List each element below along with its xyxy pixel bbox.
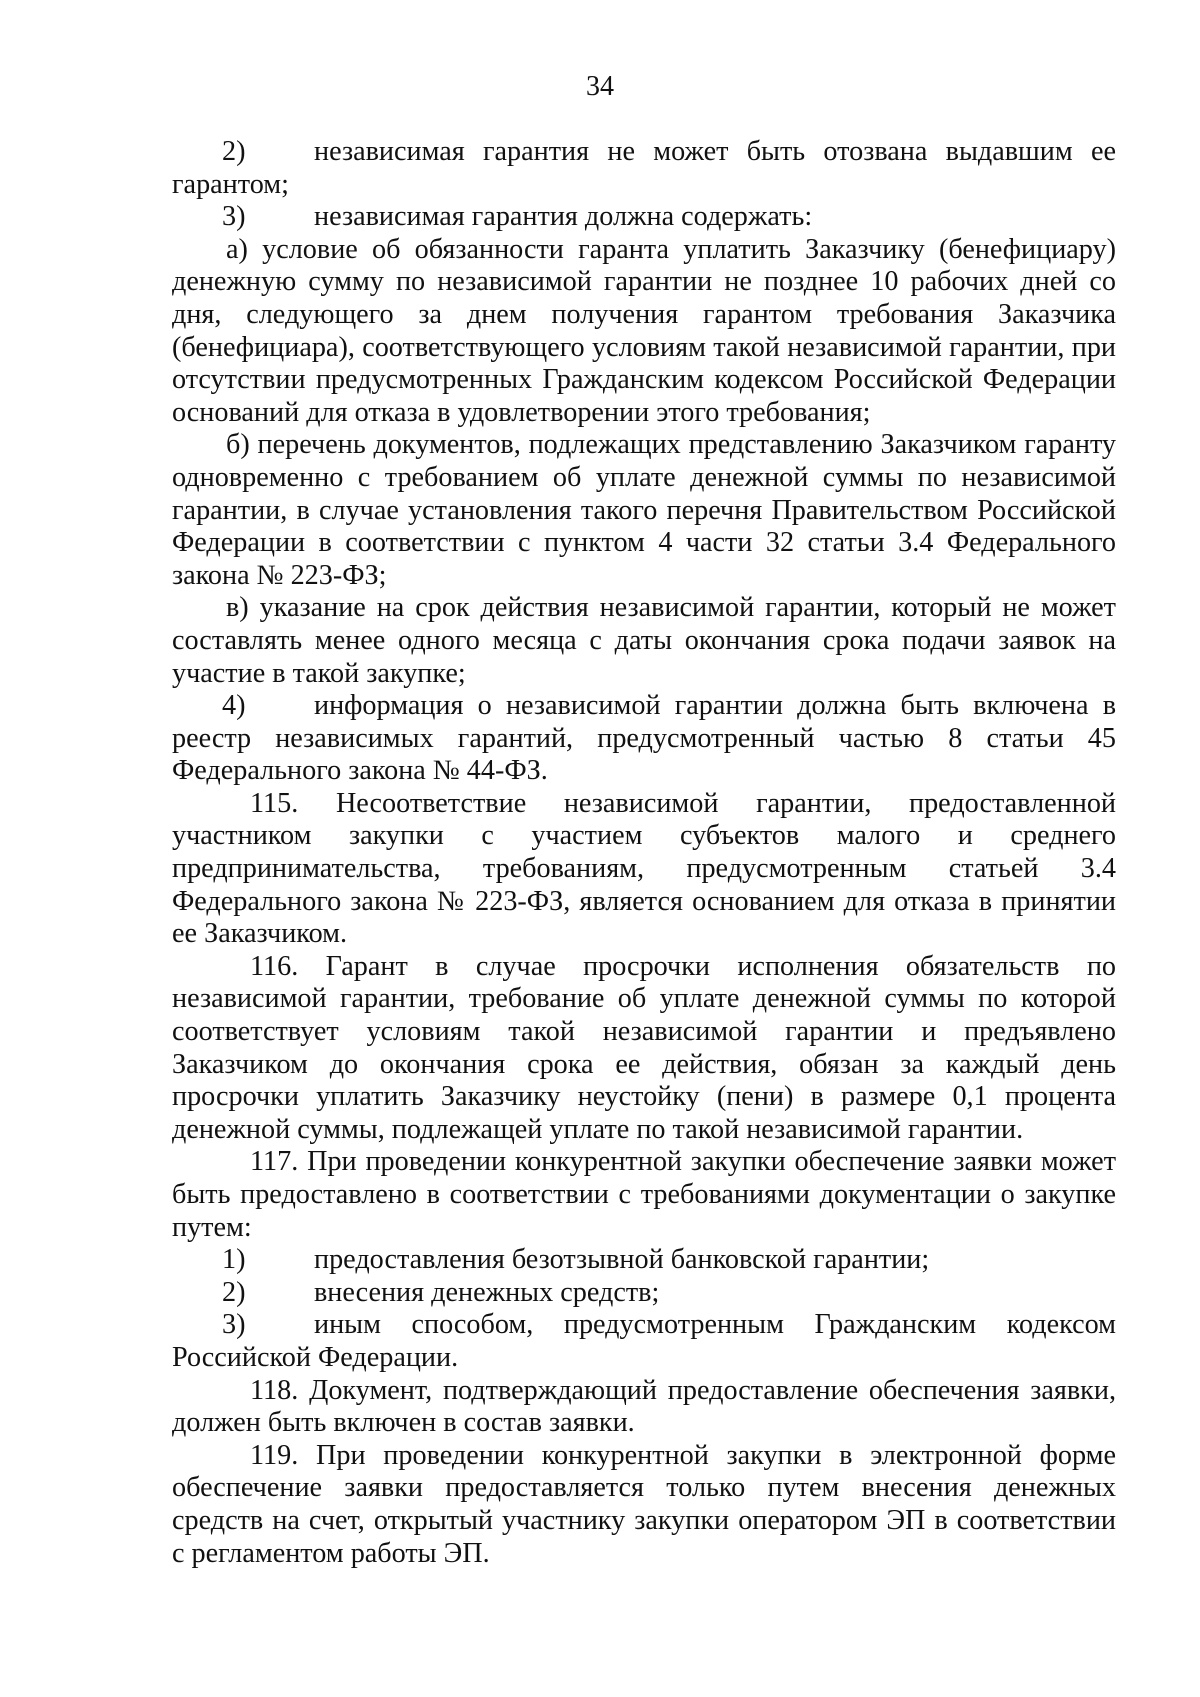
item-text: иным способом, предусмотренным Гражданским кодексом Российской Федерации. [172,1309,1116,1373]
clause-number: 115. [250,787,299,819]
clause-number: 117. [250,1146,299,1178]
clause-number: 119. [250,1439,299,1471]
item-number: 3) [222,201,246,233]
clause-number: 118. [250,1374,299,1406]
item-number: 2) [222,136,246,167]
clause-117 [172,1146,1116,1244]
list-item-2 [172,136,1116,201]
item-text: предоставления безотзывной банковской гарантии; [314,1244,930,1276]
list-item-3 [172,201,1116,234]
document-body [172,136,1116,1570]
page-number: 34 [586,71,614,102]
item-number: 4) [222,690,246,722]
list-item-2b [172,1277,1116,1310]
clause-118 [172,1375,1116,1440]
item-number: 1) [222,1244,246,1276]
clause-text: Документ, подтверждающий предоставление обеспечения заявки, должен быть включен в состав заявки. [172,1374,1116,1439]
item-text: независимая гарантия должна содержать: [314,201,813,233]
list-item-3b [172,1309,1116,1374]
clause-119 [172,1440,1116,1570]
clause-115 [172,788,1116,951]
list-item-4 [172,690,1116,788]
item-text: независимая гарантия не может быть отозвана выдавшим ее гарантом; [172,136,1116,200]
item-number: 3) [222,1309,246,1341]
subitem-b: б) перечень документов, подлежащих представлению Заказчиком гаранту одновременно с требованием об уплате денежной суммы по независимой гарантии, в случае установления такого перечня Правительством Российской Федерации в соответствии с пунктом 4 части 32 статьи 3.4 Федерального закона № 223-ФЗ; [172,429,1116,591]
clause-text: При проведении конкурентной закупки в электронной форме обеспечение заявки предоставляется только путем внесения денежных средств на счет, открытый участнику закупки оператором ЭП в соответствии с регламентом работы ЭП. [172,1439,1116,1569]
clause-text: Гарант в случае просрочки исполнения обязательств по независимой гарантии, требование об уплате денежной суммы по которой соответствует условиям такой независимой гарантии и предъявлено Заказчиком до окончания срока ее действия, обязан за каждый день просрочки уплатить Заказчику неустойку (пени) в размере 0,1 процента денежной суммы, подлежащей уплате по такой независимой гарантии. [172,950,1116,1145]
clause-number: 116. [250,950,299,982]
item-number: 2) [222,1276,246,1308]
clause-text: Несоответствие независимой гарантии, предоставленной участником закупки с участием субъектов малого и среднего предпринимательства, требованиям, предусмотренным статьей 3.4 Федерального закона № 223-ФЗ, является основанием для отказа в принятии ее Заказчиком. [172,787,1117,950]
subitem-a: а) условие об обязанности гаранта уплатить Заказчику (бенефициару) денежную сумму по независимой гарантии не позднее 10 рабочих дней со дня, следующего за днем получения гарантом требования Заказчика (бенефициара), соответствующего условиям такой независимой гарантии, при отсутствии предусмотренных Гражданским кодексом Российской Федерации оснований для отказа в удовлетворении этого требования; [172,233,1116,428]
clause-text: При проведении конкурентной закупки обеспечение заявки может быть предоставлено в соответствии с требованиями документации о закупке путем: [172,1146,1117,1243]
subitem-v: в) указание на срок действия независимой гарантии, который не может составлять менее одного месяца с даты окончания срока подачи заявок на участие в такой закупке; [172,592,1116,689]
list-item-1 [172,1244,1116,1277]
clause-116 [172,951,1116,1147]
item-text: информация о независимой гарантии должна быть включена в реестр независимых гарантий, предусмотренный частью 8 статьи 45 Федерального закона № 44-ФЗ. [172,690,1116,787]
item-text: внесения денежных средств; [314,1276,660,1308]
